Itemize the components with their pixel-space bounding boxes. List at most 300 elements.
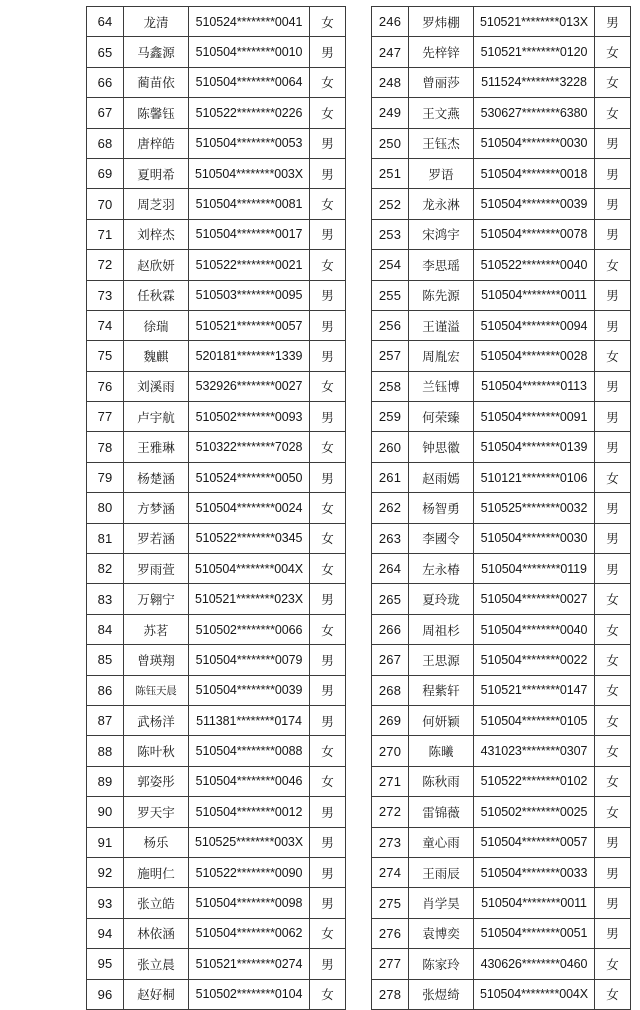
row-index-cell: 64 — [87, 7, 124, 37]
row-sex-cell: 女 — [310, 979, 346, 1009]
roster-table-left-body — [87, 7, 346, 1010]
row-sex-cell: 男 — [310, 857, 346, 887]
table-row — [87, 402, 346, 432]
row-sex-cell: 女 — [310, 523, 346, 553]
row-sex-cell: 男 — [310, 949, 346, 979]
row-index-cell: 251 — [372, 158, 409, 188]
row-sex-cell: 男 — [595, 554, 631, 584]
row-id-number-cell: 510521********023X — [189, 584, 310, 614]
row-name-cell: 周胤宏 — [409, 341, 474, 371]
row-id-number-cell: 510502********0025 — [474, 797, 595, 827]
table-row — [372, 918, 631, 948]
row-name-cell: 何妍颖 — [409, 705, 474, 735]
row-name-cell: 赵好桐 — [124, 979, 189, 1009]
row-sex-cell: 男 — [310, 584, 346, 614]
row-index-cell: 264 — [372, 554, 409, 584]
row-name-cell: 蔺苗依 — [124, 67, 189, 97]
table-row — [372, 250, 631, 280]
table-row — [372, 949, 631, 979]
row-id-number-cell: 510504********0010 — [189, 37, 310, 67]
row-id-number-cell: 510504********0033 — [474, 857, 595, 887]
row-index-cell: 68 — [87, 128, 124, 158]
row-index-cell: 95 — [87, 949, 124, 979]
row-name-cell: 曾丽莎 — [409, 67, 474, 97]
table-row — [372, 857, 631, 887]
row-index-cell: 84 — [87, 614, 124, 644]
row-id-number-cell: 510504********0094 — [474, 310, 595, 340]
row-sex-cell: 男 — [310, 797, 346, 827]
table-row — [87, 949, 346, 979]
table-row — [87, 736, 346, 766]
table-row — [372, 614, 631, 644]
roster-table-left — [86, 6, 346, 1010]
table-row — [87, 432, 346, 462]
row-id-number-cell: 510504********0040 — [474, 614, 595, 644]
row-sex-cell: 男 — [310, 645, 346, 675]
row-name-cell: 张煜绮 — [409, 979, 474, 1009]
row-id-number-cell: 510504********0039 — [189, 675, 310, 705]
row-index-cell: 83 — [87, 584, 124, 614]
row-id-number-cell: 510502********0093 — [189, 402, 310, 432]
table-row — [372, 705, 631, 735]
row-name-cell: 张立皓 — [124, 888, 189, 918]
row-id-number-cell: 510522********0345 — [189, 523, 310, 553]
row-index-cell: 247 — [372, 37, 409, 67]
row-name-cell: 林依涵 — [124, 918, 189, 948]
row-id-number-cell: 520181********1339 — [189, 341, 310, 371]
row-sex-cell: 女 — [595, 584, 631, 614]
table-row — [372, 219, 631, 249]
row-sex-cell: 男 — [595, 219, 631, 249]
table-row — [372, 128, 631, 158]
row-sex-cell: 女 — [310, 67, 346, 97]
row-name-cell: 陈家玲 — [409, 949, 474, 979]
table-row — [372, 736, 631, 766]
row-sex-cell: 男 — [595, 523, 631, 553]
row-id-number-cell: 510524********0050 — [189, 462, 310, 492]
row-sex-cell: 男 — [595, 371, 631, 401]
row-name-cell: 武杨洋 — [124, 705, 189, 735]
row-index-cell: 262 — [372, 493, 409, 523]
row-name-cell: 杨楚涵 — [124, 462, 189, 492]
row-index-cell: 71 — [87, 219, 124, 249]
row-id-number-cell: 510504********004X — [189, 554, 310, 584]
table-row — [372, 341, 631, 371]
row-sex-cell: 女 — [310, 98, 346, 128]
row-name-cell: 刘溪雨 — [124, 371, 189, 401]
row-index-cell: 94 — [87, 918, 124, 948]
row-sex-cell: 女 — [595, 614, 631, 644]
row-index-cell: 77 — [87, 402, 124, 432]
row-name-cell: 雷锦薇 — [409, 797, 474, 827]
table-row — [87, 857, 346, 887]
row-name-cell: 罗若涵 — [124, 523, 189, 553]
row-id-number-cell: 430626********0460 — [474, 949, 595, 979]
table-row — [87, 371, 346, 401]
row-name-cell: 罗炜棚 — [409, 7, 474, 37]
row-index-cell: 74 — [87, 310, 124, 340]
row-index-cell: 278 — [372, 979, 409, 1009]
row-name-cell: 唐梓皓 — [124, 128, 189, 158]
row-sex-cell: 女 — [310, 432, 346, 462]
table-row — [372, 979, 631, 1009]
row-index-cell: 91 — [87, 827, 124, 857]
row-name-cell: 魏麒 — [124, 341, 189, 371]
table-row — [87, 280, 346, 310]
row-index-cell: 81 — [87, 523, 124, 553]
row-sex-cell: 女 — [310, 7, 346, 37]
row-sex-cell: 男 — [595, 310, 631, 340]
row-id-number-cell: 511381********0174 — [189, 705, 310, 735]
row-index-cell: 257 — [372, 341, 409, 371]
table-row — [87, 341, 346, 371]
row-sex-cell: 男 — [310, 280, 346, 310]
row-index-cell: 73 — [87, 280, 124, 310]
row-sex-cell: 男 — [310, 158, 346, 188]
row-sex-cell: 男 — [595, 918, 631, 948]
row-name-cell: 陈馨钰 — [124, 98, 189, 128]
row-name-cell: 龙永淋 — [409, 189, 474, 219]
row-index-cell: 267 — [372, 645, 409, 675]
table-row — [372, 371, 631, 401]
row-id-number-cell: 510521********0057 — [189, 310, 310, 340]
row-index-cell: 255 — [372, 280, 409, 310]
row-sex-cell: 女 — [595, 736, 631, 766]
table-row — [87, 310, 346, 340]
row-sex-cell: 女 — [595, 67, 631, 97]
row-id-number-cell: 510121********0106 — [474, 462, 595, 492]
row-id-number-cell: 510504********0017 — [189, 219, 310, 249]
row-id-number-cell: 510504********0039 — [474, 189, 595, 219]
row-index-cell: 89 — [87, 766, 124, 796]
row-id-number-cell: 510522********0102 — [474, 766, 595, 796]
row-id-number-cell: 510504********0105 — [474, 705, 595, 735]
row-index-cell: 65 — [87, 37, 124, 67]
row-sex-cell: 男 — [310, 827, 346, 857]
row-id-number-cell: 431023********0307 — [474, 736, 595, 766]
row-id-number-cell: 510521********0274 — [189, 949, 310, 979]
row-index-cell: 259 — [372, 402, 409, 432]
row-name-cell: 万翱宁 — [124, 584, 189, 614]
row-id-number-cell: 510504********0011 — [474, 280, 595, 310]
row-index-cell: 96 — [87, 979, 124, 1009]
row-index-cell: 254 — [372, 250, 409, 280]
row-index-cell: 253 — [372, 219, 409, 249]
row-sex-cell: 女 — [310, 371, 346, 401]
row-sex-cell: 女 — [595, 98, 631, 128]
table-row — [372, 675, 631, 705]
table-row — [87, 67, 346, 97]
row-sex-cell: 女 — [595, 705, 631, 735]
row-index-cell: 78 — [87, 432, 124, 462]
row-id-number-cell: 510504********0088 — [189, 736, 310, 766]
row-id-number-cell: 510504********0139 — [474, 432, 595, 462]
row-name-cell: 方梦涵 — [124, 493, 189, 523]
row-sex-cell: 女 — [595, 250, 631, 280]
row-index-cell: 92 — [87, 857, 124, 887]
table-row — [87, 219, 346, 249]
row-id-number-cell: 510504********0030 — [474, 128, 595, 158]
table-row — [87, 7, 346, 37]
row-id-number-cell: 510322********7028 — [189, 432, 310, 462]
table-row — [372, 493, 631, 523]
row-sex-cell: 男 — [310, 402, 346, 432]
row-id-number-cell: 510504********0028 — [474, 341, 595, 371]
row-sex-cell: 女 — [310, 918, 346, 948]
row-id-number-cell: 510525********003X — [189, 827, 310, 857]
row-name-cell: 李思瑶 — [409, 250, 474, 280]
row-name-cell: 左永椿 — [409, 554, 474, 584]
table-row — [372, 158, 631, 188]
table-row — [87, 614, 346, 644]
row-name-cell: 周芝羽 — [124, 189, 189, 219]
row-sex-cell: 男 — [310, 219, 346, 249]
row-id-number-cell: 530627********6380 — [474, 98, 595, 128]
row-index-cell: 67 — [87, 98, 124, 128]
row-id-number-cell: 510522********0040 — [474, 250, 595, 280]
row-name-cell: 龙清 — [124, 7, 189, 37]
table-row — [87, 37, 346, 67]
roster-table-right — [371, 6, 631, 1010]
row-sex-cell: 女 — [310, 250, 346, 280]
row-id-number-cell: 510521********0147 — [474, 675, 595, 705]
row-name-cell: 杨智勇 — [409, 493, 474, 523]
row-index-cell: 66 — [87, 67, 124, 97]
row-id-number-cell: 510521********013X — [474, 7, 595, 37]
row-index-cell: 88 — [87, 736, 124, 766]
table-row — [372, 67, 631, 97]
row-id-number-cell: 510504********004X — [474, 979, 595, 1009]
row-name-cell: 张立晨 — [124, 949, 189, 979]
row-id-number-cell: 510504********003X — [189, 158, 310, 188]
row-id-number-cell: 510522********0021 — [189, 250, 310, 280]
row-id-number-cell: 510504********0018 — [474, 158, 595, 188]
row-index-cell: 76 — [87, 371, 124, 401]
row-sex-cell: 男 — [310, 341, 346, 371]
row-name-cell: 徐瑞 — [124, 310, 189, 340]
row-index-cell: 263 — [372, 523, 409, 553]
row-index-cell: 274 — [372, 857, 409, 887]
row-name-cell: 刘梓杰 — [124, 219, 189, 249]
row-name-cell: 王思源 — [409, 645, 474, 675]
table-row — [372, 310, 631, 340]
row-name-cell: 陈叶秋 — [124, 736, 189, 766]
table-row — [87, 98, 346, 128]
row-sex-cell: 男 — [310, 310, 346, 340]
table-row — [372, 554, 631, 584]
table-row — [87, 462, 346, 492]
row-sex-cell: 男 — [595, 128, 631, 158]
row-index-cell: 80 — [87, 493, 124, 523]
row-sex-cell: 女 — [595, 341, 631, 371]
table-row — [87, 584, 346, 614]
row-id-number-cell: 510504********0079 — [189, 645, 310, 675]
table-row — [87, 979, 346, 1009]
row-sex-cell: 男 — [595, 493, 631, 523]
row-index-cell: 276 — [372, 918, 409, 948]
row-name-cell: 罗语 — [409, 158, 474, 188]
row-name-cell: 先梓锌 — [409, 37, 474, 67]
row-index-cell: 266 — [372, 614, 409, 644]
row-id-number-cell: 510522********0090 — [189, 857, 310, 887]
row-sex-cell: 女 — [595, 766, 631, 796]
row-sex-cell: 男 — [310, 128, 346, 158]
row-name-cell: 卢宇航 — [124, 402, 189, 432]
row-index-cell: 248 — [372, 67, 409, 97]
row-name-cell: 夏明希 — [124, 158, 189, 188]
row-sex-cell: 男 — [595, 158, 631, 188]
row-id-number-cell: 510504********0098 — [189, 888, 310, 918]
row-id-number-cell: 510504********0091 — [474, 402, 595, 432]
row-name-cell: 王谨溢 — [409, 310, 474, 340]
row-sex-cell: 男 — [595, 7, 631, 37]
row-index-cell: 269 — [372, 705, 409, 735]
table-row — [372, 523, 631, 553]
table-row — [87, 554, 346, 584]
row-name-cell: 程紫轩 — [409, 675, 474, 705]
row-index-cell: 261 — [372, 462, 409, 492]
row-id-number-cell: 510504********0011 — [474, 888, 595, 918]
row-name-cell: 王钰杰 — [409, 128, 474, 158]
row-sex-cell: 女 — [595, 797, 631, 827]
row-index-cell: 79 — [87, 462, 124, 492]
row-index-cell: 69 — [87, 158, 124, 188]
row-index-cell: 75 — [87, 341, 124, 371]
row-id-number-cell: 510502********0104 — [189, 979, 310, 1009]
row-sex-cell: 女 — [310, 554, 346, 584]
row-name-cell: 肖学昊 — [409, 888, 474, 918]
row-index-cell: 87 — [87, 705, 124, 735]
row-id-number-cell: 510504********0046 — [189, 766, 310, 796]
row-name-cell: 罗天宇 — [124, 797, 189, 827]
row-sex-cell: 男 — [595, 402, 631, 432]
row-sex-cell: 男 — [595, 432, 631, 462]
row-sex-cell: 女 — [595, 979, 631, 1009]
row-name-cell: 任秋霖 — [124, 280, 189, 310]
table-row — [372, 432, 631, 462]
row-name-cell: 何荣臻 — [409, 402, 474, 432]
row-name-cell: 李國令 — [409, 523, 474, 553]
table-row — [87, 705, 346, 735]
row-index-cell: 86 — [87, 675, 124, 705]
table-row — [87, 158, 346, 188]
row-id-number-cell: 510504********0078 — [474, 219, 595, 249]
row-id-number-cell: 511524********3228 — [474, 67, 595, 97]
row-sex-cell: 男 — [310, 675, 346, 705]
row-index-cell: 256 — [372, 310, 409, 340]
row-id-number-cell: 510504********0027 — [474, 584, 595, 614]
row-id-number-cell: 510504********0081 — [189, 189, 310, 219]
table-row — [372, 462, 631, 492]
row-id-number-cell: 510504********0022 — [474, 645, 595, 675]
row-name-cell: 曾瑛翔 — [124, 645, 189, 675]
row-id-number-cell: 510524********0041 — [189, 7, 310, 37]
row-name-cell: 罗雨萱 — [124, 554, 189, 584]
table-row — [87, 766, 346, 796]
row-sex-cell: 女 — [310, 766, 346, 796]
table-row — [372, 797, 631, 827]
row-index-cell: 246 — [372, 7, 409, 37]
table-row — [87, 675, 346, 705]
row-name-cell: 郭姿彤 — [124, 766, 189, 796]
row-id-number-cell: 510504********0062 — [189, 918, 310, 948]
row-name-cell: 夏玲珑 — [409, 584, 474, 614]
table-row — [87, 797, 346, 827]
row-name-cell: 王雅琳 — [124, 432, 189, 462]
row-id-number-cell: 510504********0053 — [189, 128, 310, 158]
row-index-cell: 72 — [87, 250, 124, 280]
row-name-cell: 赵欣妍 — [124, 250, 189, 280]
row-index-cell: 85 — [87, 645, 124, 675]
row-sex-cell: 男 — [310, 37, 346, 67]
row-id-number-cell: 510525********0032 — [474, 493, 595, 523]
table-row — [372, 402, 631, 432]
table-row — [372, 827, 631, 857]
row-sex-cell: 女 — [595, 37, 631, 67]
row-id-number-cell: 510502********0066 — [189, 614, 310, 644]
table-row — [372, 888, 631, 918]
table-row — [372, 7, 631, 37]
row-name-cell: 王雨辰 — [409, 857, 474, 887]
row-sex-cell: 女 — [595, 949, 631, 979]
table-row — [87, 250, 346, 280]
table-row — [372, 189, 631, 219]
table-row — [87, 128, 346, 158]
table-row — [372, 584, 631, 614]
row-name-cell: 陈秋雨 — [409, 766, 474, 796]
row-index-cell: 249 — [372, 98, 409, 128]
row-sex-cell: 男 — [595, 189, 631, 219]
row-index-cell: 275 — [372, 888, 409, 918]
row-name-cell: 杨乐 — [124, 827, 189, 857]
row-sex-cell: 男 — [310, 705, 346, 735]
row-name-cell: 马鑫源 — [124, 37, 189, 67]
row-name-cell: 施明仁 — [124, 857, 189, 887]
table-row — [87, 189, 346, 219]
row-index-cell: 268 — [372, 675, 409, 705]
row-id-number-cell: 510504********0030 — [474, 523, 595, 553]
row-name-cell: 宋鸿宇 — [409, 219, 474, 249]
table-row — [87, 918, 346, 948]
table-row — [87, 888, 346, 918]
row-name-cell: 袁博奕 — [409, 918, 474, 948]
row-sex-cell: 男 — [595, 857, 631, 887]
row-name-cell: 陈曦 — [409, 736, 474, 766]
table-row — [87, 645, 346, 675]
row-id-number-cell: 510504********0051 — [474, 918, 595, 948]
row-id-number-cell: 510504********0012 — [189, 797, 310, 827]
row-name-cell: 陈先源 — [409, 280, 474, 310]
row-id-number-cell: 510504********0113 — [474, 371, 595, 401]
table-row — [372, 766, 631, 796]
table-row — [372, 98, 631, 128]
row-index-cell: 93 — [87, 888, 124, 918]
row-index-cell: 265 — [372, 584, 409, 614]
row-name-cell: 周祖杉 — [409, 614, 474, 644]
row-sex-cell: 女 — [310, 614, 346, 644]
table-row — [372, 645, 631, 675]
row-index-cell: 90 — [87, 797, 124, 827]
row-sex-cell: 男 — [595, 888, 631, 918]
row-index-cell: 258 — [372, 371, 409, 401]
row-name-cell: 赵雨嫣 — [409, 462, 474, 492]
roster-table-right-body — [372, 7, 631, 1010]
table-row — [372, 280, 631, 310]
row-id-number-cell: 510504********0119 — [474, 554, 595, 584]
row-id-number-cell: 510504********0064 — [189, 67, 310, 97]
row-index-cell: 271 — [372, 766, 409, 796]
row-id-number-cell: 510522********0226 — [189, 98, 310, 128]
